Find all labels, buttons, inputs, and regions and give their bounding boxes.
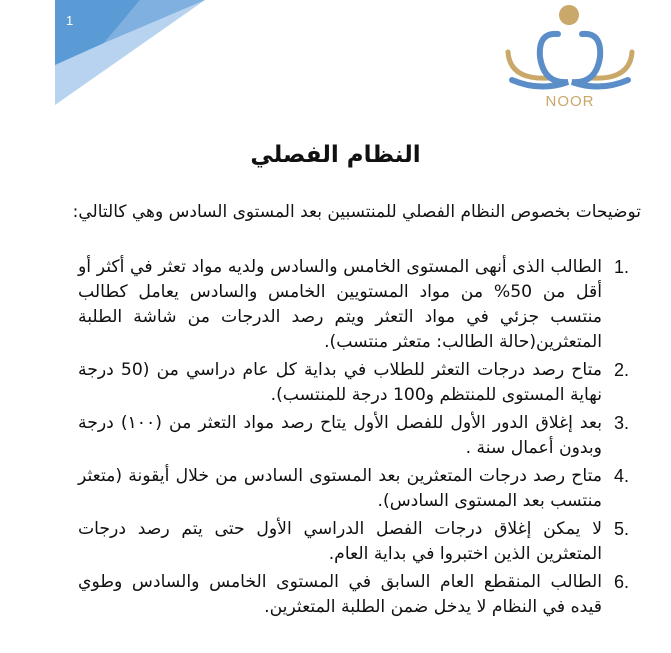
list-item [78,411,629,461]
document-title: النظام الفصلي [250,142,421,168]
list-item-number: 5. [613,519,629,539]
list-item [78,358,629,408]
list-item-text: متاح رصد درجات التعثر للطلاب في بداية كل عام دراسي من (50 درجة نهاية المستوى للمنتظم و100 درجة للمنتسب). [78,360,602,405]
logo-sun-icon [559,5,579,25]
list-item-number: 4. [613,466,629,486]
list-item [78,255,629,355]
list-item [78,464,629,514]
list-item-text: الطالب الذى أنهى المستوى الخامس والسادس ولديه مواد تعثر في أكثر أو أقل من 50% من مواد المستويين الخامس والسادس يعامل كطالب منتسب جزئي في مواد التعثر ويتم رصد الدرجات من شاشة الطلبة المتعثرين(حالة الطالب: متعثر منتسب). [78,257,602,352]
list-item-number: 6. [613,572,629,592]
document-intro: توضيحات بخصوص النظام الفصلي للمنتسبين بعد المستوى السادس وهي كالتالي: [72,202,641,222]
list-item [78,517,629,567]
list-item-number: 2. [613,360,629,380]
list-item-text: الطالب المنقطع العام السابق في المستوى الخامس والسادس وطوي قيده في النظام لا يدخل ضمن الطلبة المتعثرين. [78,572,602,617]
list-item-text: بعد إغلاق الدور الأول للفصل الأول يتاح رصد مواد التعثر من (١٠٠) درجة وبدون أعمال سنة . [78,413,602,458]
clarifications-list [78,255,629,623]
list-item-text: لا يمكن إغلاق درجات الفصل الدراسي الأول حتى يتم رصد درجات المتعثرين الذين اختبروا في بداية العام. [78,519,602,564]
corner-decoration [0,0,220,120]
logo-text: NOOR [545,93,595,110]
list-item-text: متاح رصد درجات المتعثرين بعد المستوى السادس من خلال أيقونة (متعثر منتسب بعد المستوى السادس). [78,466,602,511]
list-item-number: 3. [613,413,629,433]
list-item [78,570,629,620]
page-number: 1 [66,13,74,28]
list-item-number: 1. [613,257,629,277]
